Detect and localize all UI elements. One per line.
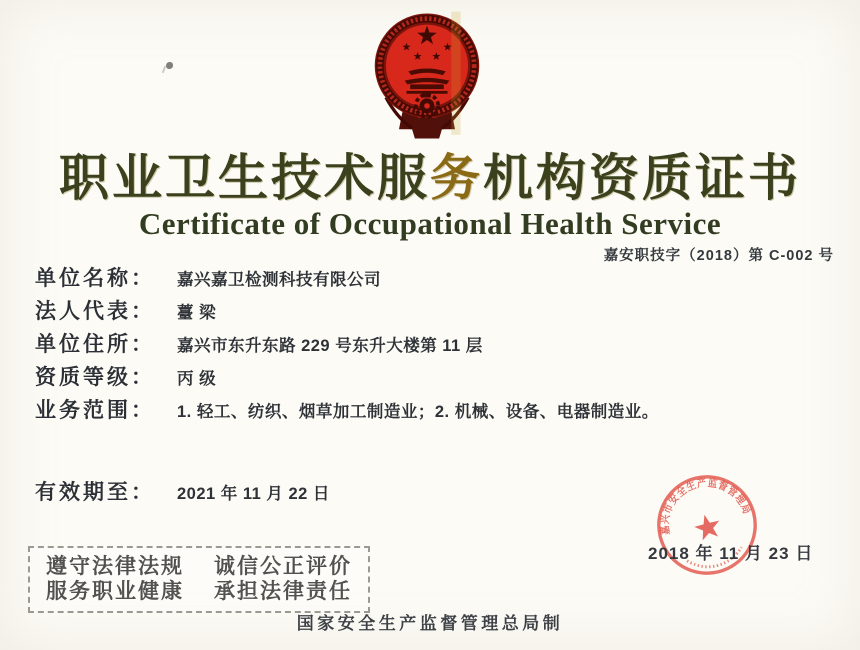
title-part-1: 职业卫生技术服 [59, 150, 430, 206]
official-seal-stamp [643, 461, 771, 589]
field-row-legal-representative [35, 300, 815, 323]
national-emblem-icon [371, 6, 483, 146]
validity-label: 有效期至： [35, 480, 155, 504]
field-label: 资质等级： [35, 365, 155, 389]
title-part-gold: 务 [430, 150, 483, 206]
field-row-unit-name [35, 267, 815, 290]
seal-text: 嘉兴市安全生产监督管理局 [658, 476, 754, 536]
motto-phrase: 遵守法律法规 [46, 554, 184, 578]
issuing-authority: 国家安全生产监督管理总局制 [296, 614, 564, 633]
scan-speck-artifact [166, 62, 173, 69]
certificate-number: 嘉安职技字（2018）第 C-002 号 [603, 248, 834, 264]
issue-date: 2018 年 11 月 23 日 [648, 544, 814, 563]
field-value: 嘉兴市东升东路 229 号东升大楼第 11 层 [177, 337, 483, 355]
field-label: 业务范围： [35, 398, 155, 422]
field-row-qualification-grade [35, 366, 815, 389]
motto-phrase: 诚信公正评价 [214, 554, 352, 578]
certificate-title-en: Certificate of Occupational Health Service [138, 206, 722, 241]
validity-row [35, 481, 330, 505]
motto-line-1 [46, 554, 352, 579]
field-label: 法人代表： [35, 299, 155, 323]
certificate-fields [35, 267, 815, 432]
field-value: 薹 梁 [177, 304, 217, 322]
motto-line-2 [46, 579, 352, 604]
validity-date: 2021 年 11 月 22 日 [177, 485, 330, 503]
field-row-business-scope [35, 399, 815, 422]
motto-phrase: 服务职业健康 [46, 579, 184, 603]
field-label: 单位住所： [35, 332, 155, 356]
motto-phrase: 承担法律责任 [214, 579, 352, 603]
motto-box [28, 546, 370, 613]
field-value: 丙 级 [177, 370, 217, 388]
field-row-unit-address [35, 333, 815, 356]
field-label: 单位名称： [35, 266, 155, 290]
certificate-title-zh [0, 150, 860, 206]
title-part-2: 机构资质证书 [483, 150, 801, 206]
field-value: 1. 轻工、纺织、烟草加工制造业；2. 机械、设备、电器制造业。 [177, 403, 659, 421]
field-value: 嘉兴嘉卫检测科技有限公司 [177, 271, 381, 289]
